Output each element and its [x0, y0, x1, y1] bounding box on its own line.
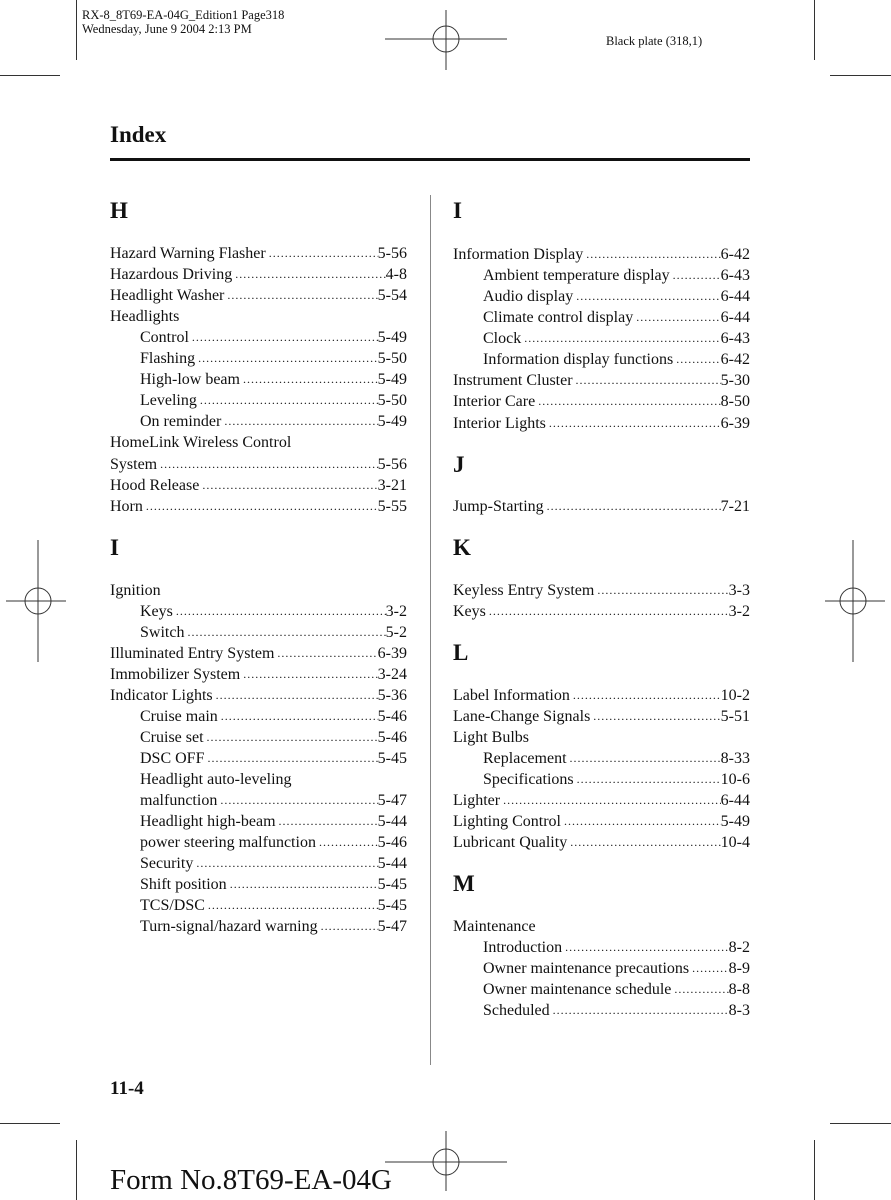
entry-text: Cruise main — [140, 708, 218, 725]
leader-dots — [195, 348, 378, 369]
section-letter: J — [453, 452, 465, 477]
index-entry — [110, 664, 407, 685]
leader-dots — [224, 285, 377, 306]
index-entry — [453, 811, 750, 832]
entry-page: 5-44 — [377, 813, 407, 830]
index-subentry — [483, 307, 750, 328]
leader-dots — [318, 916, 378, 937]
leader-dots — [633, 307, 720, 328]
index-subentry — [140, 327, 407, 348]
entry-page: 10-6 — [720, 771, 750, 788]
index-entry — [110, 264, 407, 285]
leader-dots — [266, 243, 378, 264]
entry-text: Interior Care — [453, 393, 536, 410]
entry-page: 5-56 — [377, 456, 407, 473]
index-entry — [453, 391, 750, 412]
entry-page: 6-44 — [720, 288, 750, 305]
entry-text: TCS/DSC — [140, 897, 205, 914]
index-subentry — [483, 979, 750, 1000]
leader-dots — [521, 328, 720, 349]
index-subentry — [140, 622, 407, 643]
index-entry — [110, 285, 407, 306]
entry-page: 5-2 — [385, 624, 407, 641]
leader-dots — [204, 748, 377, 769]
section-letter: L — [453, 640, 469, 665]
entry-text: Immobilizer System — [110, 666, 241, 683]
entry-page: 5-55 — [377, 498, 407, 515]
entry-page: 6-43 — [720, 330, 750, 347]
index-entry — [453, 706, 750, 727]
print-date-line: Wednesday, June 9 2004 2:13 PM — [82, 22, 252, 36]
entry-text: Shift position — [140, 876, 227, 893]
leader-dots — [197, 390, 378, 411]
entry-text: System — [110, 456, 158, 473]
entry-page: 5-49 — [377, 329, 407, 346]
entry-text: Information Display — [453, 246, 584, 263]
leader-dots — [189, 327, 378, 348]
index-entry — [453, 685, 750, 706]
index-subentry — [483, 349, 750, 370]
entry-text: Maintenance — [453, 918, 536, 935]
entry-text: High-low beam — [140, 371, 240, 388]
entry-text: Lubricant Quality — [453, 834, 568, 851]
entry-text: Specifications — [483, 771, 574, 788]
leader-dots — [184, 622, 385, 643]
leader-dots — [544, 496, 721, 517]
index-subentry — [140, 706, 407, 727]
entry-page: 5-50 — [377, 350, 407, 367]
leader-dots — [573, 286, 720, 307]
entry-text: Turn-signal/hazard warning — [140, 918, 318, 935]
entry-page: 6-44 — [720, 792, 750, 809]
index-subentry — [140, 769, 407, 790]
entry-page: 5-54 — [377, 287, 407, 304]
entry-page: 5-49 — [377, 371, 407, 388]
entry-text: Switch — [140, 624, 185, 641]
entry-text: Hood Release — [110, 477, 200, 494]
leader-dots — [316, 832, 378, 853]
entry-page: 8-9 — [728, 960, 750, 977]
entry-text: Keys — [453, 603, 486, 620]
index-entry — [453, 244, 750, 265]
index-subentry — [140, 748, 407, 769]
entry-page: 5-49 — [720, 813, 750, 830]
entry-page: 3-2 — [728, 603, 750, 620]
entry-page: 8-2 — [728, 939, 750, 956]
leader-dots — [143, 496, 378, 517]
entry-text: Headlight Washer — [110, 287, 225, 304]
entry-page: 8-3 — [728, 1002, 750, 1019]
leader-dots — [573, 370, 721, 391]
index-entry — [453, 916, 750, 937]
section-letter: M — [453, 871, 475, 896]
entry-page: 5-49 — [377, 413, 407, 430]
section-letter: I — [110, 535, 119, 560]
entry-page: 3-21 — [377, 477, 407, 494]
leader-dots — [240, 369, 378, 390]
entry-text: Illuminated Entry System — [110, 645, 275, 662]
entry-page: 5-44 — [377, 855, 407, 872]
section-letter: I — [453, 198, 462, 223]
entry-page: 3-24 — [377, 666, 407, 683]
entry-page: 10-4 — [720, 834, 750, 851]
index-subentry — [140, 727, 407, 748]
leader-dots — [570, 685, 721, 706]
crop-mark — [76, 1140, 77, 1200]
entry-text: Climate control display — [483, 309, 634, 326]
entry-text: Keys — [140, 603, 173, 620]
leader-dots — [671, 979, 728, 1000]
entry-text: Headlight high-beam — [140, 813, 276, 830]
entry-text: Hazard Warning Flasher — [110, 245, 266, 262]
index-subentry — [140, 390, 407, 411]
index-subentry — [140, 916, 407, 937]
print-file-line: RX-8_8T69-EA-04G_Edition1 Page318 — [82, 8, 285, 22]
leader-dots — [583, 244, 720, 265]
entry-text: Lighting Control — [453, 813, 561, 830]
entry-text: Ambient temperature display — [483, 267, 670, 284]
leader-dots — [486, 601, 729, 622]
entry-page: 5-30 — [720, 372, 750, 389]
leader-dots — [550, 1000, 729, 1021]
entry-page: 6-42 — [720, 351, 750, 368]
index-subentry — [140, 853, 407, 874]
index-subentry — [483, 328, 750, 349]
entry-text: power steering malfunction — [140, 834, 316, 851]
leader-dots — [546, 413, 721, 434]
entry-page: 5-46 — [377, 708, 407, 725]
plate-label: Black plate (318,1) — [606, 34, 703, 48]
leader-dots — [227, 874, 378, 895]
leader-dots — [240, 664, 377, 685]
index-subentry — [140, 895, 407, 916]
index-subentry — [483, 769, 750, 790]
leader-dots — [590, 706, 720, 727]
registration-mark-icon — [6, 540, 66, 662]
entry-text: malfunction — [140, 792, 218, 809]
entry-text: DSC OFF — [140, 750, 205, 767]
leader-dots — [535, 391, 720, 412]
leader-dots — [213, 685, 378, 706]
entry-text: Flashing — [140, 350, 196, 367]
entry-text: Leveling — [140, 392, 197, 409]
entry-page: 5-47 — [377, 918, 407, 935]
entry-text: Lighter — [453, 792, 501, 809]
entry-text: Headlight auto-leveling — [140, 771, 292, 788]
page-title: Index — [110, 122, 167, 147]
entry-page: 7-21 — [720, 498, 750, 515]
entry-page: 5-46 — [377, 834, 407, 851]
index-subentry — [483, 286, 750, 307]
index-subentry — [140, 601, 407, 622]
entry-page: 6-43 — [720, 267, 750, 284]
leader-dots — [221, 411, 377, 432]
leader-dots — [567, 748, 721, 769]
entry-text: Headlights — [110, 308, 180, 325]
section-letter: H — [110, 198, 128, 223]
crop-mark — [0, 1123, 60, 1124]
entry-page: 6-39 — [720, 415, 750, 432]
index-entry — [110, 643, 407, 664]
index-entry — [110, 475, 407, 496]
entry-page: 10-2 — [720, 687, 750, 704]
index-subentry — [483, 1000, 750, 1021]
leader-dots — [561, 811, 721, 832]
entry-page: 5-46 — [377, 729, 407, 746]
entry-page: 8-8 — [728, 981, 750, 998]
entry-page: 5-50 — [377, 392, 407, 409]
page-number: 11-4 — [110, 1078, 144, 1099]
index-entry — [453, 790, 750, 811]
index-entry — [110, 306, 407, 327]
entry-page: 5-47 — [377, 792, 407, 809]
entry-text: HomeLink Wireless Control — [110, 434, 292, 451]
index-subentry — [483, 265, 750, 286]
index-subentry — [140, 348, 407, 369]
entry-page: 8-33 — [720, 750, 750, 767]
entry-page: 3-2 — [385, 603, 407, 620]
entry-page: 5-45 — [377, 750, 407, 767]
entry-text: Information display functions — [483, 351, 674, 368]
entry-text: Scheduled — [483, 1002, 550, 1019]
entry-text: Keyless Entry System — [453, 582, 595, 599]
index-entry — [453, 496, 750, 517]
index-subentry — [140, 832, 407, 853]
leader-dots — [173, 601, 386, 622]
leader-dots — [157, 454, 378, 475]
index-entry — [453, 727, 750, 748]
leader-dots — [204, 727, 378, 748]
leader-dots — [562, 937, 729, 958]
form-number: Form No.8T69-EA-04G — [110, 1164, 392, 1196]
entry-page: 5-45 — [377, 876, 407, 893]
index-entry — [110, 580, 407, 601]
index-subentry — [483, 937, 750, 958]
left-column — [110, 0, 407, 1200]
entry-text: Horn — [110, 498, 143, 515]
right-column — [453, 0, 750, 1200]
index-entry — [453, 601, 750, 622]
crop-mark — [814, 0, 815, 60]
entry-text: Owner maintenance schedule — [483, 981, 672, 998]
crop-mark — [830, 75, 891, 76]
entry-text: Hazardous Driving — [110, 266, 233, 283]
entry-page: 5-51 — [720, 708, 750, 725]
crop-mark — [814, 1140, 815, 1200]
entry-text: Clock — [483, 330, 522, 347]
leader-dots — [500, 790, 721, 811]
crop-mark — [76, 0, 77, 60]
leader-dots — [205, 895, 378, 916]
entry-page: 6-42 — [720, 246, 750, 263]
entry-text: On reminder — [140, 413, 222, 430]
entry-page: 8-50 — [720, 393, 750, 410]
entry-text: Jump-Starting — [453, 498, 544, 515]
index-subentry — [483, 958, 750, 979]
entry-text: Label Information — [453, 687, 570, 704]
leader-dots — [274, 643, 377, 664]
leader-dots — [217, 790, 377, 811]
entry-page: 6-44 — [720, 309, 750, 326]
index-subentry — [140, 790, 407, 811]
crop-mark — [830, 1123, 891, 1124]
leader-dots — [199, 475, 377, 496]
entry-page: 3-3 — [728, 582, 750, 599]
crop-mark — [0, 75, 60, 76]
section-letter: K — [453, 535, 471, 560]
entry-text: Owner maintenance precautions — [483, 960, 690, 977]
entry-page: 5-36 — [377, 687, 407, 704]
index-entry — [110, 243, 407, 264]
index-entry — [453, 370, 750, 391]
index-entry — [453, 580, 750, 601]
leader-dots — [670, 265, 721, 286]
entry-text: Instrument Cluster — [453, 372, 573, 389]
leader-dots — [574, 769, 721, 790]
index-subentry — [140, 369, 407, 390]
leader-dots — [218, 706, 378, 727]
entry-text: Light Bulbs — [453, 729, 530, 746]
entry-text: Indicator Lights — [110, 687, 213, 704]
entry-text: Security — [140, 855, 194, 872]
index-entry — [453, 832, 750, 853]
column-divider — [430, 195, 431, 1065]
entry-text: Cruise set — [140, 729, 204, 746]
entry-page: 5-45 — [377, 897, 407, 914]
entry-text: Audio display — [483, 288, 574, 305]
entry-text: Interior Lights — [453, 415, 546, 432]
entry-text: Ignition — [110, 582, 161, 599]
entry-text: Control — [140, 329, 189, 346]
entry-page: 4-8 — [385, 266, 407, 283]
entry-page: 5-56 — [377, 245, 407, 262]
leader-dots — [689, 958, 729, 979]
index-subentry — [140, 874, 407, 895]
index-entry — [110, 432, 407, 453]
index-entry — [453, 413, 750, 434]
index-subentry — [140, 411, 407, 432]
entry-text: Introduction — [483, 939, 563, 956]
leader-dots — [567, 832, 720, 853]
leader-dots — [276, 811, 378, 832]
leader-dots — [594, 580, 728, 601]
entry-page: 6-39 — [377, 645, 407, 662]
leader-dots — [673, 349, 720, 370]
index-subentry — [140, 811, 407, 832]
entry-text: Replacement — [483, 750, 567, 767]
entry-text: Lane-Change Signals — [453, 708, 591, 725]
index-subentry — [483, 748, 750, 769]
index-entry — [110, 454, 407, 475]
leader-dots — [193, 853, 377, 874]
leader-dots — [232, 264, 385, 285]
index-entry — [110, 496, 407, 517]
registration-mark-icon — [825, 540, 885, 662]
index-entry — [110, 685, 407, 706]
